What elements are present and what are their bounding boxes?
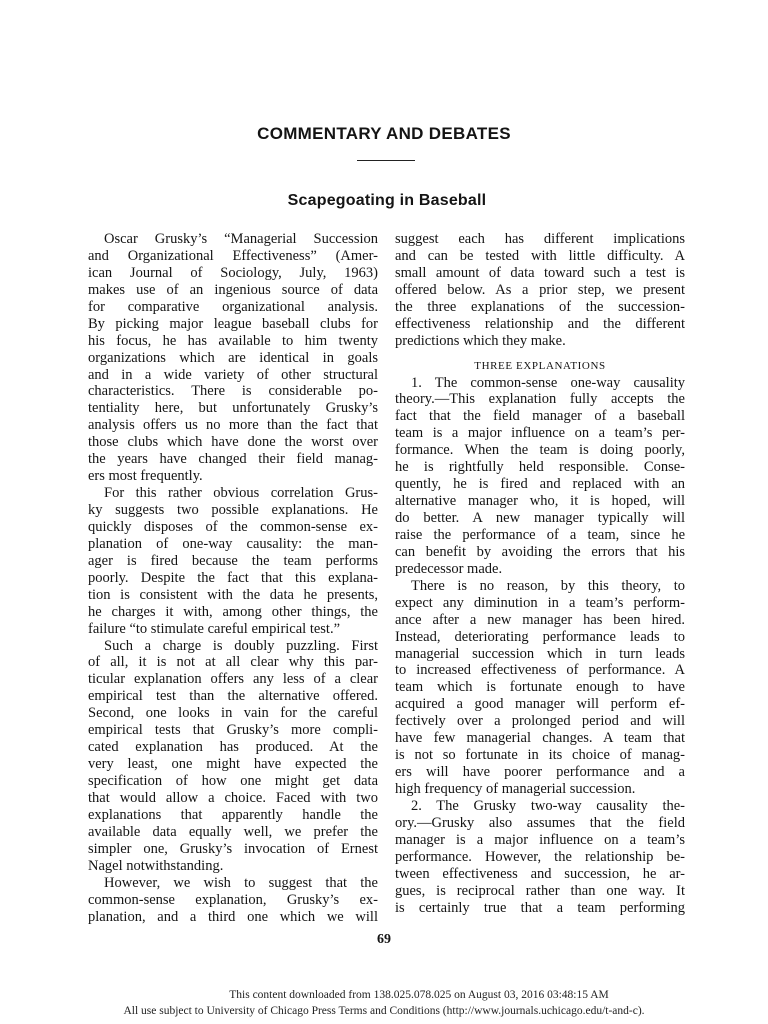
article-title: Scapegoating in Baseball (287, 192, 487, 209)
page-number: 69 (377, 932, 391, 947)
text-line: tentiality here, but unfortunately Grusky’s (88, 400, 378, 417)
right-column (395, 231, 685, 917)
subsection-heading: THREE EXPLANATIONS (474, 359, 606, 372)
text-line: to increased effectiveness of performance. A (395, 662, 685, 679)
text-line: Nagel notwithstanding. (88, 857, 224, 874)
text-line: 1. The common-sense one-way causality (411, 374, 685, 391)
text-line: Instead, deteriorating performance leads to (395, 628, 685, 645)
text-line: ers most frequently. (88, 468, 203, 485)
terms-notice: All use subject to University of Chicago Press Terms and Conditions (http://www.journals.uchicago.edu/t-and-c). (123, 1005, 645, 1017)
text-line: those clubs which have done the worst over (88, 434, 378, 451)
text-line: quickly disposes of the common-sense ex- (88, 518, 378, 535)
text-line: managerial succession which in turn leads (395, 645, 685, 662)
text-line: characteristics. There is considerable po- (88, 383, 378, 400)
text-line: is certainly true that a team performing (395, 899, 685, 916)
text-line: empirical tests that Grusky’s more compli- (88, 722, 378, 739)
text-line: his focus, he has available to him twenty (88, 332, 378, 349)
text-line: ance after a new manager has been hired. (395, 611, 685, 628)
text-line: specification of how one might get data (88, 773, 378, 789)
text-line: the years have changed their field manag- (88, 451, 378, 468)
text-line: explanations that apparently handle the (88, 806, 378, 823)
text-line: cated explanation has produced. At the (88, 739, 378, 756)
text-line: ican Journal of Sociology, July, 1963) (88, 264, 378, 281)
heading-divider (357, 160, 415, 161)
text-line: and can be tested with little difficulty. A (395, 247, 685, 264)
text-line: gues, is reciprocal rather than one way. It (395, 882, 685, 899)
text-line: offered below. As a prior step, we present (395, 281, 685, 298)
text-line: for comparative organizational analysis. (88, 298, 378, 315)
text-line: Oscar Grusky’s “Managerial Succession (104, 231, 378, 247)
text-line: ory.—Grusky also assumes that the field (395, 814, 685, 831)
section-heading: COMMENTARY AND DEBATES (257, 124, 511, 143)
text-line: effectiveness relationship and the different (395, 315, 685, 332)
text-line: 2. The Grusky two-way causality the- (411, 797, 685, 814)
text-line: There is no reason, by this theory, to (411, 577, 685, 594)
text-line: he charges it with, among other things, the (88, 603, 378, 620)
text-line: tween effectiveness and succession, he ar- (395, 865, 685, 882)
text-line: manager is a major influence on a team’s (395, 831, 685, 848)
text-line: organizations which are identical in goals (88, 349, 378, 366)
text-line: common-sense explanation, Grusky’s ex- (88, 891, 378, 908)
text-line: suggest each has different implications (395, 231, 685, 247)
text-line: alternative manager who, it is hoped, will (395, 493, 685, 510)
text-line: planation, and a third one which we will (88, 908, 378, 925)
text-line: For this rather obvious correlation Grus- (104, 485, 378, 502)
text-line: the three explanations of the succession- (395, 298, 685, 315)
text-line: he is rightfully held responsible. Conse- (395, 459, 685, 476)
text-line: expect any diminution in a team’s perform- (395, 594, 685, 611)
text-line: predictions which they make. (395, 332, 566, 349)
spacer (395, 350, 685, 358)
text-line: of all, it is not at all clear why this par- (88, 654, 378, 671)
text-line: poorly. Despite the fact that this explana- (88, 569, 378, 586)
text-line: acquired a good manager will perform ef- (395, 696, 685, 713)
text-line: By picking major league baseball clubs for (88, 315, 378, 332)
text-line: raise the performance of a team, since he (395, 526, 685, 543)
text-line: makes use of an ingenious source of data (88, 281, 378, 298)
text-line: performance. However, the relationship be- (395, 848, 685, 865)
text-line: and Organizational Effectiveness” (Amer- (88, 247, 378, 264)
text-line: ticular explanation offers any less of a clear (88, 671, 378, 688)
text-line: simpler one, Grusky’s invocation of Ernest (88, 840, 378, 857)
text-line: small amount of data toward such a test is (395, 264, 685, 281)
text-line: tion is consistent with the data he presents, (88, 586, 378, 603)
download-notice: This content downloaded from 138.025.078.025 on August 03, 2016 03:48:15 AM (229, 989, 609, 1001)
text-line: empirical test than the alternative offered. (88, 688, 378, 705)
text-line: fact that the field manager of a baseball (395, 408, 685, 425)
text-line: is not so fortunate in its choice of manag- (395, 747, 685, 764)
text-line: planation of one-way causality: the man- (88, 535, 378, 552)
text-line: do better. A new manager typically will (395, 510, 685, 526)
text-line: very least, one might have expected the (88, 756, 378, 773)
text-line: high frequency of managerial succession. (395, 781, 636, 797)
text-line: fectively over a prolonged period and will (395, 713, 685, 730)
left-column (88, 231, 378, 925)
text-line: predecessor made. (395, 560, 503, 577)
text-line: Second, one looks in vain for the careful (88, 705, 378, 722)
text-line: and in a wide variety of other structural (88, 366, 378, 383)
text-line: ager is fired because the team performs (88, 552, 378, 569)
text-line: theory.—This explanation fully accepts the (395, 391, 685, 408)
text-line: can benefit by avoiding the errors that his (395, 543, 685, 560)
text-line: formance. When the team is doing poorly, (395, 442, 685, 459)
text-line: available data equally well, we prefer the (88, 823, 378, 840)
text-line: analysis offers us no more than the fact that (88, 417, 378, 434)
text-line: team is a major influence on a team’s per- (395, 425, 685, 442)
text-line: However, we wish to suggest that the (104, 874, 378, 891)
text-line: that would allow a choice. Faced with two (88, 789, 378, 806)
text-line: failure “to stimulate careful empirical test.” (88, 620, 341, 637)
text-line: team which is fortunate enough to have (395, 679, 685, 696)
text-line: have few managerial changes. A team that (395, 730, 685, 747)
text-line: ers will have poorer performance and a (395, 764, 685, 781)
text-line: Such a charge is doubly puzzling. First (104, 637, 378, 654)
text-line: quently, he is fired and replaced with an (395, 476, 685, 493)
text-line: ky suggests two possible explanations. He (88, 502, 378, 518)
